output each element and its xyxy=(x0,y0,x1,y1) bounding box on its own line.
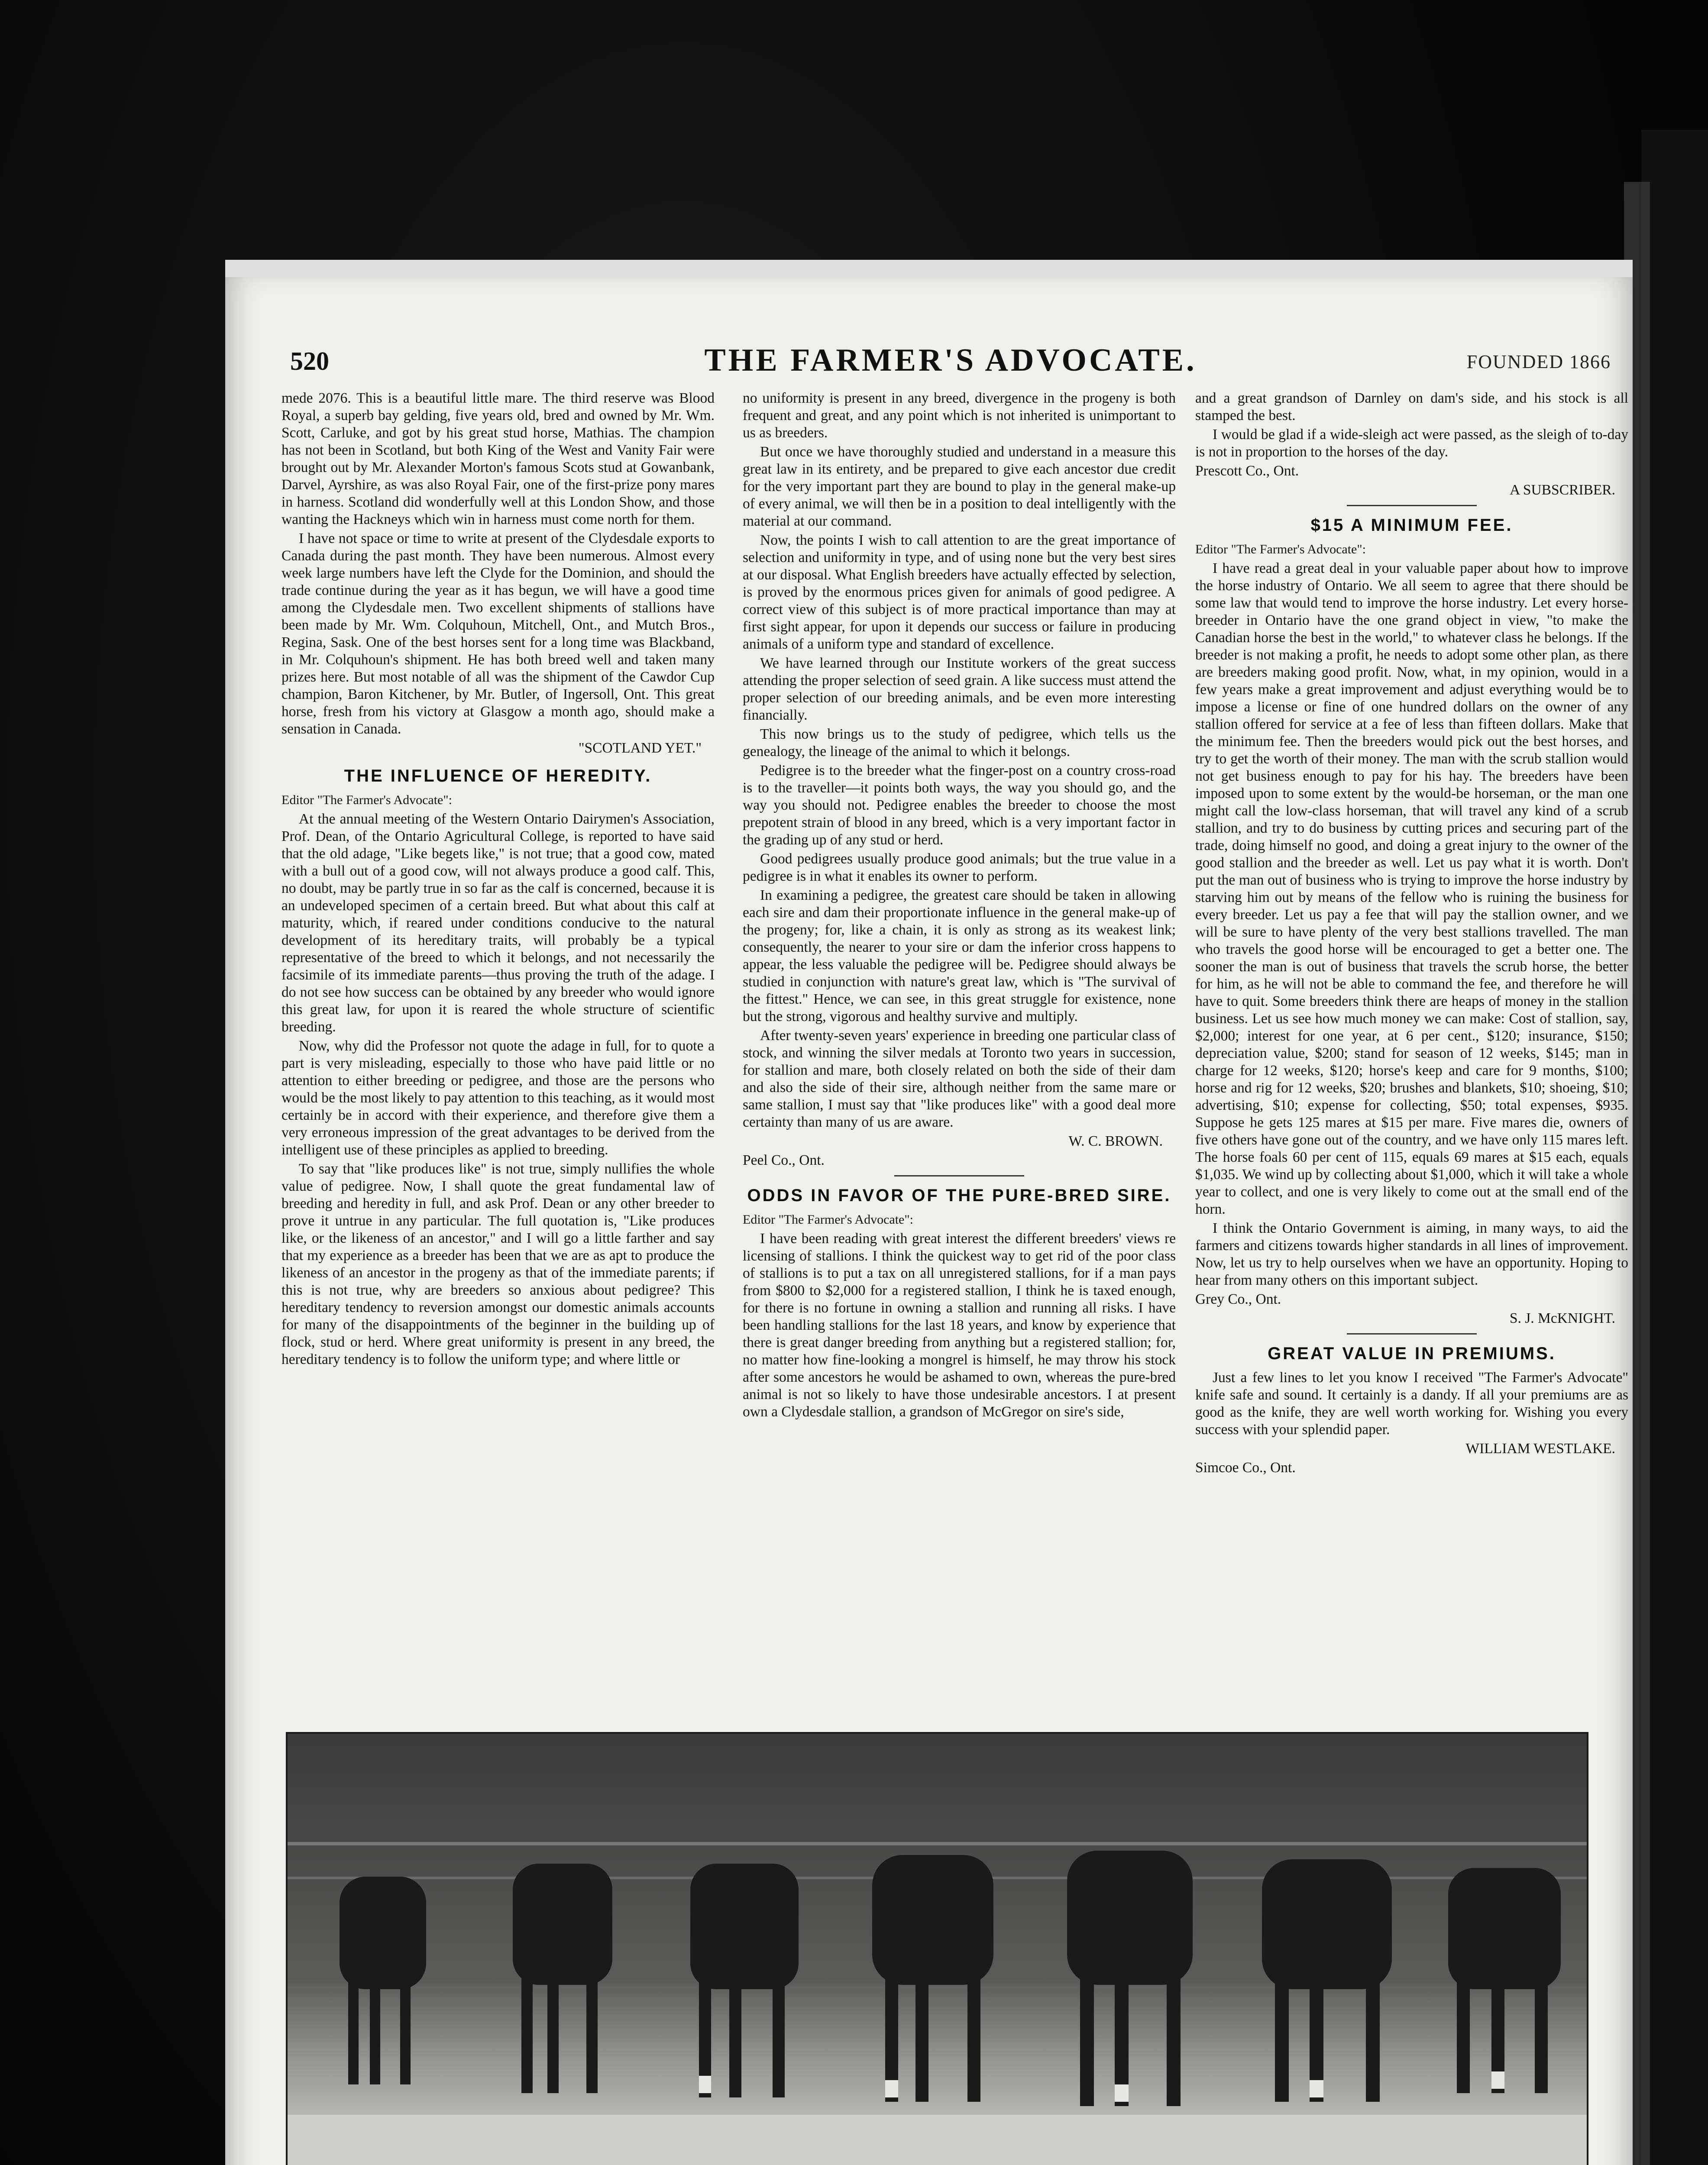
article-place: Peel Co., Ont. xyxy=(743,1152,825,1168)
article-paragraph: Just a few lines to let you know I received "The Farmer's Advocate" knife safe and sound. It certainly is a dandy. If all your premiums are as good as the knife, they are well worth working for. Wishing you every success with your splendid paper. xyxy=(1195,1370,1628,1438)
article-signature: W. C. BROWN. xyxy=(1068,1133,1163,1149)
editor-line: Editor "The Farmer's Advocate": xyxy=(1195,542,1366,556)
article-paragraph: no uniformity is present in any breed, divergence in the progeny is both frequent and great, and any point which is not inherited is unimportant to us as breeders. xyxy=(743,390,1176,441)
masthead-title: THE FARMER'S ADVOCATE. xyxy=(704,343,1197,378)
article-paragraph: mede 2076. This is a beautiful little mare. The third reserve was Blood Royal, a superb bay gelding, five years old, bred and owned by Mr. Wm. Scott, Carluke, and got by his great stud horse, Mathias. The champion has not been in Scotland, but both King of the West and Vanity Fair were brought out by Mr. Alexander Morton's famous Scots stud at Gowanbank, Darvel, Ayrshire, as was also Royal Fair, one of the first-prize pony mares in harness. Scotland did wonderfully well at this London Show, and those wanting the Hackneys which win in harness must come north for them. xyxy=(281,390,715,527)
section-divider xyxy=(894,1175,1024,1176)
founded-label: FOUNDED 1866 xyxy=(1466,351,1611,372)
section-heading-odds: ODDS IN FAVOR OF THE PURE-BRED SIRE. xyxy=(747,1186,1171,1205)
article-paragraph: I have read a great deal in your valuable paper about how to improve the horse industry of Ontario. We all seem to agree that there should be some law that would tend to improve the horse industry. Let every horse-breeder in Ontario have the one grand object in view, "to make the Canadian horse the best in the world," to whatever class he belongs. If the breeder is not making a profit, he needs to adopt some other plan, as there are breeders making good profit. Now, what, in my opinion, would in a few years make a great improvement and adjust everything would be to impose a license or fine of one hundred dollars on the owner of any stallion offered for service at a fee of less than fifteen dollars. Make that the minimum fee. Then the breeders would pick out the best horses, and try to get the worth of their money. The man with the scrub stallion would not get business enough to pay for his hay. The breeders have been imposed upon to some extent by the would-be horseman, or the man one might call the low-class horseman, that will travel any kind of a scrub stallion, and try to do business by cutting prices and securing part of the trade, doing himself no good, and doing a great injury to the owner of the good stallion and the breeder as well. Let us pay what it is worth. Don't put the man out of business who is trying to improve the horse industry by starving him out by means of the fellow who is ruining the business for every breeder. Let us pay a fee that will pay the stallion owner, and we will be sure to have plenty of the very best stallions travelled. The man who travels the good horse will be encouraged to get a better one. The sooner the man is out of business that travels the scrub horse, the better for him, as he will not be able to command the fee, and therefore he will have to quit. Some breeders think there are heaps of money in the stallion business. Let us see how much money we can make: Cost of stallion, say, $2,000; interest for one year, at 6 per cent., $120; insurance, $150; depreciation value, $200; stand for season of 12 weeks, $145; man in charge for 12 weeks, $120; horse's keep and care for 9 months, $100; horse and rig for 12 weeks, $20; brushes and blankets, $10; shoeing, $10; advertising, $10; expense for collecting, $50; total expenses, $935. Suppose he gets 125 mares at $15 per mare. Five mares die, owners of five others have gone out of the country, and we have only 115 mares left. The horse foals 60 per cent of 115, equals 69 mares at $15 each, equals $1,035. We wind up by collecting about $1,000, which it will take a whole year to collect, and one is very likely to come out at the small end of the horn. xyxy=(1195,560,1628,1217)
article-paragraph: At the annual meeting of the Western Ontario Dairymen's Association, Prof. Dean, of the Ontario Agricultural College, is reported to have said that the old adage, "Like begets like," is not true; that a good cow, mated with a bull out of a good cow, will not always produce a good calf. This, no doubt, may be partly true in so far as the calf is concerned, because it is an undeveloped specimen of a certain breed. But what about this calf at maturity, which, if reared under conditions conducive to the natural development of its hereditary traits, will probably be a typical representative of the breed to which it belongs, and not necessarily the facsimile of its immediate parents—thus proving the truth of the adage. I do not see how success can be obtained by any breeder who would ignore this great law, for upon it is reared the whole structure of scientific breeding. xyxy=(281,811,715,1035)
horses-photograph xyxy=(286,1732,1588,2165)
film-edge-strip xyxy=(1641,130,1708,2165)
page-header xyxy=(290,342,1611,381)
article-paragraph: But once we have thoroughly studied and understand in a measure this great law in its entirety, and be prepared to give each ancestor due credit for the very important part they are bound to play in the general make-up of every animal, we will then be in a position to deal intelligently with the material at our command. xyxy=(743,444,1176,529)
article-paragraph: I think the Ontario Government is aiming, in many ways, to aid the farmers and citizens towards higher standards in all lines of improvement. Now, let us try to help ourselves when we have an opportunity. Hoping to hear from many others on this important subject. xyxy=(1195,1220,1628,1288)
article-signature: S. J. McKNIGHT. xyxy=(1509,1310,1615,1326)
section-divider xyxy=(1347,1333,1477,1335)
article-paragraph: I have been reading with great interest the different breeders' views re licensing of stallions. I think the quickest way to get rid of the poor class of stallions is to put a tax on all unregistered stallions, for if a man pays from $800 to $2,000 for a registered stallion, I think he is taxed enough, for there is no fortune in owning a stallion and running all risks. I have been handling stallions for the last 18 years, and know by experience that there is great danger breeding from anything but a registered stallion; for, no matter how fine-looking a mongrel is himself, he may throw his stock after some ancestors he would be ashamed to own, whereas the pure-bred animal is not so likely to have those undesirable ancestors. I at present own a Clydesdale stallion, a grandson of McGregor on sire's side, xyxy=(743,1231,1176,1420)
article-place: Simcoe Co., Ont. xyxy=(1195,1460,1296,1476)
article-signature: A SUBSCRIBER. xyxy=(1510,482,1615,498)
article-place: Prescott Co., Ont. xyxy=(1195,463,1299,479)
article-paragraph: I would be glad if a wide-sleigh act were passed, as the sleigh of to-day is not in proportion to the horses of the day. xyxy=(1195,427,1628,460)
article-paragraph: Now, the points I wish to call attention to are the great importance of selection and uniformity in type, and of using none but the very best sires at our disposal. What English breeders have actually effected by selection, is proved by the enormous prices given for animals of good pedigree. A correct view of this subject is of more practical importance than may at first sight appear, for upon it depends our success or failure in producing animals of a uniform type and standard of excellence. xyxy=(743,532,1176,652)
section-divider xyxy=(1347,505,1477,506)
column-3 xyxy=(1195,390,1628,1478)
newspaper-page xyxy=(225,260,1633,2165)
article-signature: "SCOTLAND YET." xyxy=(578,740,702,756)
article-paragraph: and a great grandson of Darnley on dam's side, and his stock is all stamped the best. xyxy=(1195,390,1628,423)
editor-line: Editor "The Farmer's Advocate": xyxy=(743,1212,913,1227)
article-paragraph: In examining a pedigree, the greatest care should be taken in allowing each sire and dam their proportionate influence in the general make-up of the progeny; for, like a chain, it is only as strong as its weakest link; consequently, the nearer to your sire or dam the inferior cross happens to appear, the less valuable the pedigree will be. Pedigree should always be studied in conjunction with nature's great law, which is "The survival of the fittest." Hence, we can see, in this great struggle for existence, none but the strong, vigorous and healthy survive and multiply. xyxy=(743,887,1176,1024)
editor-line: Editor "The Farmer's Advocate": xyxy=(281,793,452,807)
column-1 xyxy=(281,390,715,1370)
article-paragraph: Pedigree is to the breeder what the finger-post on a country cross-road is to the traveller—it points both ways, the way you should go, and the way you should not. Pedigree enables the breeder to choose the most prepotent strain of blood in any breed, which is a very important factor in the grading up of any stud or herd. xyxy=(743,763,1176,848)
article-paragraph: I have not space or time to write at present of the Clydesdale exports to Canada during the past month. They have been numerous. Almost every week large numbers have left the Clyde for the Dominion, and should the trade continue during the year as it has begun, we will have a good time among the Clydesdale men. Two excellent shipments of stallions have been made by Mr. Wm. Colquhoun, Mitchell, Ont., and Mutch Bros., Regina, Sask. One of the best horses sent for a long time was Blackband, in Mr. Colquhoun's shipment. He has both breed well and taken many prizes here. But most notable of all was the shipment of the Cawdor Cup champion, Baron Kitchener, by Mr. Butler, of Ingersoll, Ont. This great horse, fresh from his victory at Glasgow a month ago, should make a sensation in Canada. xyxy=(281,530,715,737)
article-signature: WILLIAM WESTLAKE. xyxy=(1465,1441,1615,1457)
article-paragraph: We have learned through our Institute workers of the great success attending the proper selection of seed grain. A like success must attend the proper selection of our breeding animals, and be even more interesting financially. xyxy=(743,655,1176,723)
section-heading-premiums: GREAT VALUE IN PREMIUMS. xyxy=(1268,1344,1556,1363)
horses-photo-illustration xyxy=(288,1734,1587,2165)
section-heading-heredity: THE INFLUENCE OF HEREDITY. xyxy=(344,766,652,785)
article-paragraph: After twenty-seven years' experience in breeding one particular class of stock, and winning the silver medals at Toronto two years in succession, for stallion and mare, both closely related on both the side of their dam and also the side of their sire, although neither from the same mare or same stallion, I must say that "like produces like" with a good deal more certainty than many of us are aware. xyxy=(743,1028,1176,1130)
article-paragraph: To say that "like produces like" is not true, simply nullifies the whole value of pedigree. Now, I shall quote the great fundamental law of breeding and heredity in full, and ask Prof. Dean or any other breeder to prove it untrue in any particular. The full quotation is, "Like produces like, or the likeness of an ancestor," and I will go a little farther and say that my experience as a breeder has been that we are as apt to produce the likeness of an ancestor in the progeny as that of the immediate parents; if this is not true, why are breeders so anxious about pedigree? This hereditary tendency to reversion amongst our domestic animals accounts for many of the disappointments of the beginner in the building up of flock, stud or herd. Where great uniformity is present in any breed, the hereditary tendency is to follow the uniform type; and where little or xyxy=(281,1161,715,1367)
column-2 xyxy=(743,390,1176,1422)
article-paragraph: Now, why did the Professor not quote the adage in full, for to quote a part is very misleading, especially to those who have paid little or no attention to either breeding or pedigree, and those are the persons who would be the most likely to pay attention to this teaching, as it would most certainly be in accord with their experience, and therefore give them a very erroneous impression of the great advantages to be derived from the intelligent use of these principles as applied to breeding. xyxy=(281,1038,715,1158)
page-top-strip xyxy=(225,260,1633,277)
article-paragraph: Good pedigrees usually produce good animals; but the true value in a pedigree is in what it enables its owner to perform. xyxy=(743,851,1176,884)
section-heading-minimum-fee: $15 A MINIMUM FEE. xyxy=(1310,516,1513,535)
article-place: Grey Co., Ont. xyxy=(1195,1291,1281,1307)
article-paragraph: This now brings us to the study of pedigree, which tells us the genealogy, the lineage of the animal to which it belongs. xyxy=(743,726,1176,759)
page-number: 520 xyxy=(290,347,329,375)
